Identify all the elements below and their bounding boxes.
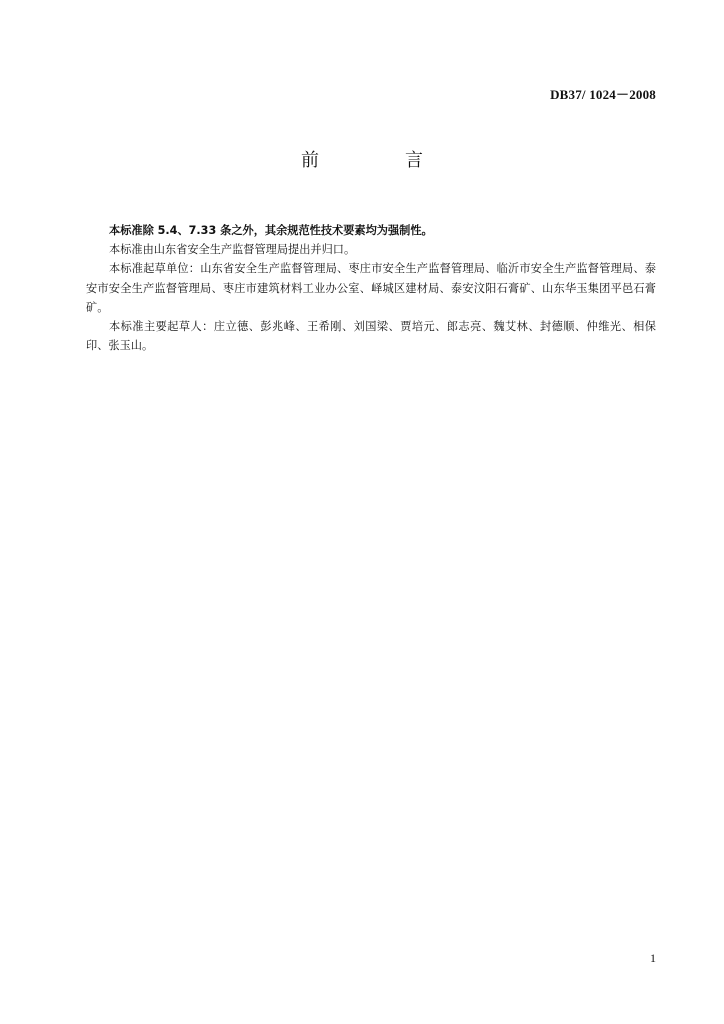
paragraph-drafting-units: 本标准起草单位：山东省安全生产监督管理局、枣庄市安全生产监督管理局、临沂市安全生产监督管理局、泰安市安全生产监督管理局、枣庄市建筑材料工业办公室、峄城区建材局、泰安汶阳石膏矿、山东华玉集团平邑石膏矿。 xyxy=(86,262,656,314)
foreword-title: 前 言 xyxy=(301,150,457,171)
standard-code: DB37/ 1024－2008 xyxy=(550,87,656,102)
paragraph-main-drafters: 本标准主要起草人：庄立德、彭兆峰、王希刚、刘国梁、贾培元、郎志亮、魏艾林、封德顺、仲维光、相保印、张玉山。 xyxy=(86,320,656,353)
page-number: 1 xyxy=(650,951,656,965)
paragraph-proposer: 本标准由山东省安全生产监督管理局提出并归口。 xyxy=(109,243,356,257)
foreword-body xyxy=(86,221,656,355)
paragraph-mandatory-scope: 本标准除 5.4、7.33 条之外，其余规范性技术要素均为强制性。 xyxy=(109,224,433,237)
